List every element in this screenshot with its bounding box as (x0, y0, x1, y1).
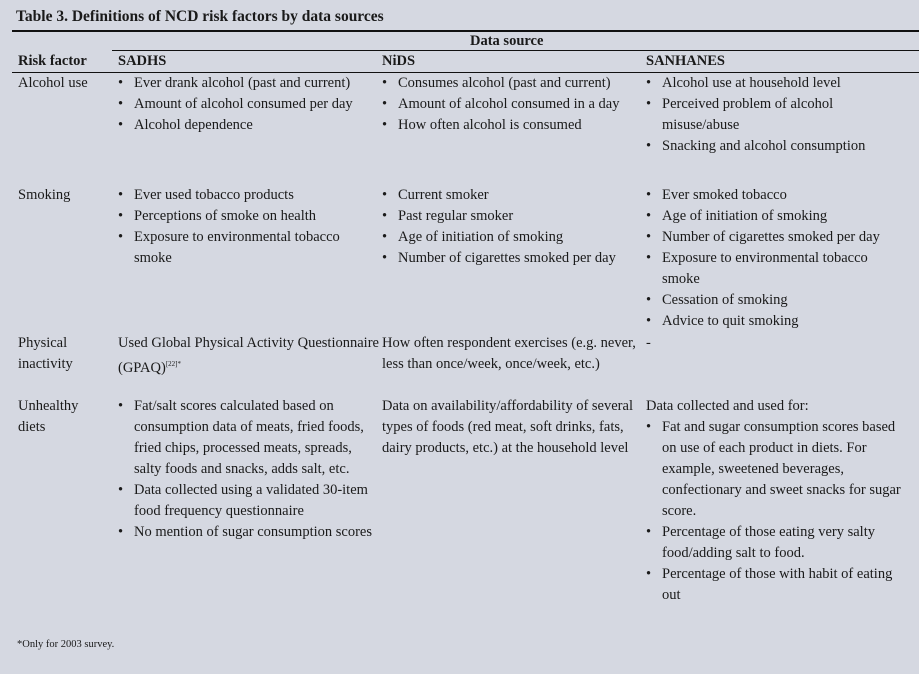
nids-cell (382, 73, 642, 136)
list-item: • Alcohol dependence (118, 115, 380, 136)
list-item: • Perceived problem of alcohol misuse/abuse (646, 94, 908, 136)
cell-text (646, 396, 908, 417)
bullet-list (646, 417, 908, 606)
list-item: • Number of cigarettes smoked per day (646, 227, 908, 248)
bullet-list (382, 185, 642, 269)
list-item: • How often alcohol is consumed (382, 115, 642, 136)
nids-cell (382, 333, 642, 375)
list-item: • Fat/salt scores calculated based on consumption data of meats, fried foods, fried chips, processed meats, spreads, salty foods and snacks, adds salt, etc. (118, 396, 380, 480)
header-nids: NiDS (382, 53, 416, 69)
header-sadhs: SADHS (118, 53, 167, 69)
header-risk-factor: Risk factor (18, 53, 87, 69)
list-item: • Amount of alcohol consumed per day (118, 94, 380, 115)
bullet-list (118, 396, 380, 543)
list-item: • Age of initiation of smoking (382, 227, 642, 248)
list-item: • Consumes alcohol (past and current) (382, 73, 642, 94)
list-item: • Fat and sugar consumption scores based on use of each product in diets. For example, sweetened beverages, confectionary and sweet snacks for sugar score. (646, 417, 908, 522)
cell-text-content: - (646, 335, 651, 351)
cell-text (118, 333, 380, 379)
risk-factor-cell: Unhealthy diets (18, 398, 79, 435)
list-item: • Amount of alcohol consumed in a day (382, 94, 642, 115)
list-item: • Advice to quit smoking (646, 311, 908, 332)
sanhanes-cell (646, 73, 908, 157)
list-item: • Snacking and alcohol consumption (646, 136, 908, 157)
header-data-source: Data source (470, 33, 544, 49)
list-item: • Exposure to environmental tobacco smoke (646, 248, 908, 290)
list-item: • Ever used tobacco products (118, 185, 380, 206)
list-item: • Exposure to environmental tobacco smoke (118, 227, 380, 269)
list-item: • No mention of sugar consumption scores (118, 522, 380, 543)
risk-factor-cell: Alcohol use (18, 75, 88, 91)
cell-text-content: Used Global Physical Activity Questionnaire (GPAQ) (118, 335, 379, 376)
bullet-list (646, 185, 908, 332)
title-rule (12, 30, 919, 32)
bullet-list (118, 73, 380, 136)
sadhs-cell (118, 333, 380, 379)
cell-text-content: Data collected and used for: (646, 398, 809, 414)
list-item: • Percentage of those with habit of eating out (646, 564, 908, 606)
footnote: *Only for 2003 survey. (17, 639, 115, 650)
risk-factor-cell: Physical inactivity (18, 335, 73, 372)
list-item: • Alcohol use at household level (646, 73, 908, 94)
sanhanes-cell (646, 333, 908, 354)
list-item: • Age of initiation of smoking (646, 206, 908, 227)
bullet-list (118, 185, 380, 269)
list-item: • Perceptions of smoke on health (118, 206, 380, 227)
cell-text (382, 333, 642, 375)
nids-cell (382, 396, 642, 459)
list-item: • Cessation of smoking (646, 290, 908, 311)
list-item: • Current smoker (382, 185, 642, 206)
sanhanes-cell (646, 396, 908, 606)
nids-cell (382, 185, 642, 269)
cell-text (646, 333, 908, 354)
risk-factor-cell: Smoking (18, 187, 71, 203)
table-title: Table 3. Definitions of NCD risk factors by data sources (16, 8, 384, 25)
citation-superscript: [22]* (165, 360, 181, 368)
list-item: • Data collected using a validated 30-item food frequency questionnaire (118, 480, 380, 522)
sadhs-cell (118, 73, 380, 136)
list-item: • Ever smoked tobacco (646, 185, 908, 206)
list-item: • Percentage of those eating very salty food/adding salt to food. (646, 522, 908, 564)
header-sanhanes: SANHANES (646, 53, 725, 69)
sanhanes-cell (646, 185, 908, 332)
list-item: • Number of cigarettes smoked per day (382, 248, 642, 269)
list-item: • Ever drank alcohol (past and current) (118, 73, 380, 94)
sadhs-cell (118, 396, 380, 543)
cell-text (382, 396, 642, 459)
cell-text-content: Data on availability/affordability of several types of foods (red meat, soft drinks, fats, dairy products, etc.) at the household level (382, 398, 633, 456)
list-item: • Past regular smoker (382, 206, 642, 227)
bullet-list (382, 73, 642, 136)
cell-text-content: How often respondent exercises (e.g. never, less than once/week, once/week, etc.) (382, 335, 636, 372)
data-source-rule (112, 50, 919, 51)
sadhs-cell (118, 185, 380, 269)
bullet-list (646, 73, 908, 157)
